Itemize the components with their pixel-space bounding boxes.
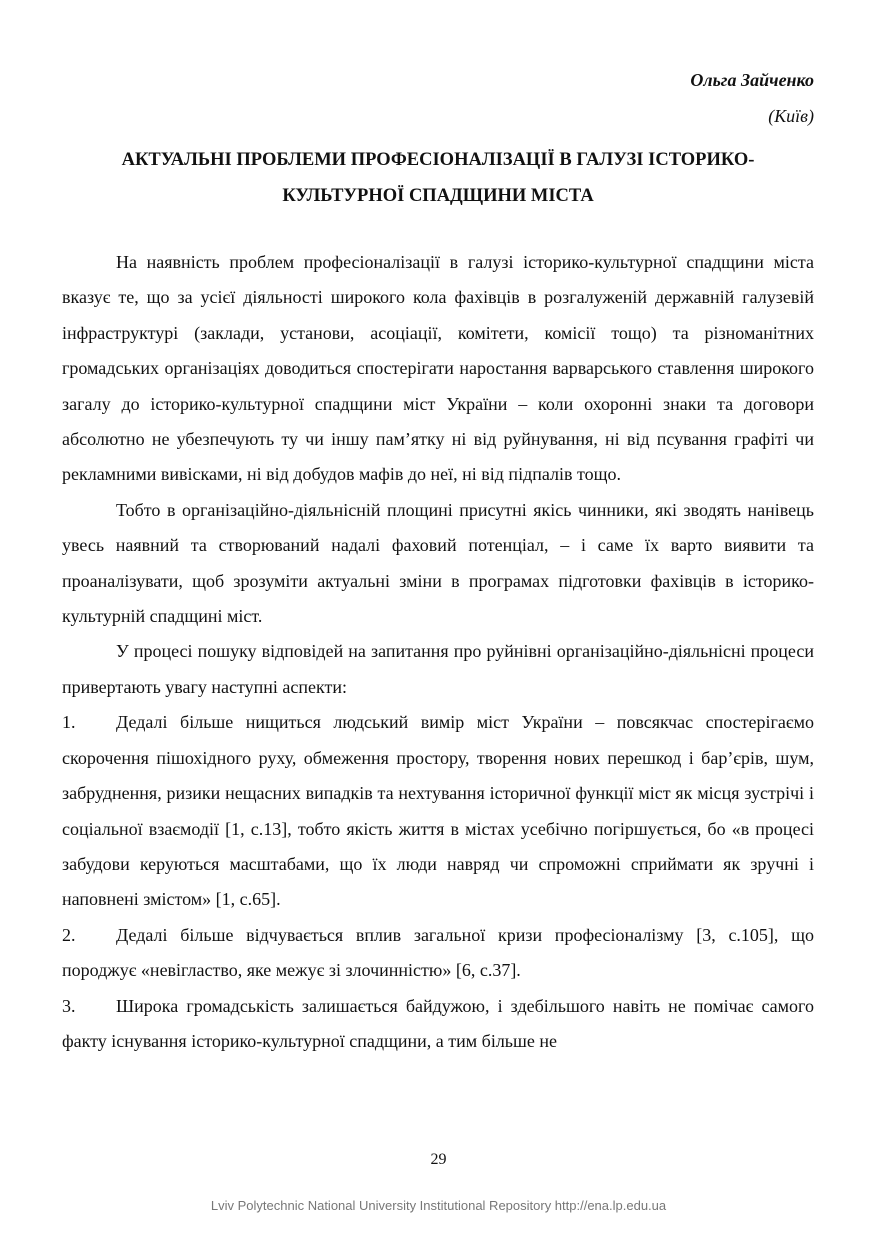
list-item-1 [62,705,814,917]
repository-footer: Lviv Polytechnic National University Institutional Repository http://ena.lp.edu.ua [210,1198,667,1213]
article-body [62,245,814,1059]
paragraph-2: Тобто в організаційно-діяльнісній площині присутні якісь чинники, які зводять нанівець увесь наявний та створюваний надалі фаховий потенціал, – і саме їх варто виявити та проаналізувати, щоб зрозуміти актуальні зміни в програмах підготовки фахівців в історико-культурній спадщині міст. [62,499,814,627]
paragraph-3: У процесі пошуку відповідей на запитання про руйнівні організаційно-діяльнісні процеси привертають увагу наступні аспекти: [62,641,814,697]
author-city: (Київ) [768,106,814,126]
paragraph-1: На наявність проблем професіоналізації в галузі історико-культурної спадщини міста вказує те, що за усієї діяльності широкого кола фахівців в розгалуженій державній галузевій інфраструктурі (заклади, установи, асоціації, комітети, комісії тощо) та різноманітних громадських організаціях доводиться спостерігати наростання варварського ставлення широкого загалу до історико-культурної спадщини міст України – коли охоронні знаки та договори абсолютно не убезпечують ту чи іншу пам’ятку ні від руйнування, ні від псування графіті чи рекламними вивісками, ні від добудов мафів до неї, ні від підпалів тощо. [62,252,814,485]
list-item-2 [62,918,814,989]
list-item-3-text: Широка громадськість залишається байдужою, і здебільшого навіть не помічає самого факту існування історико-культурної спадщини, а тим більше не [62,995,814,1051]
list-item-2-text: Дедалі більше відчувається вплив загальної кризи професіоналізму [3, с.105], що породжує «невігластво, яке межує зі злочинністю» [6, с.37]. [62,924,814,981]
list-item-3 [62,989,814,1060]
author-name: Ольга Зайченко [690,70,814,90]
list-item-1-number: 1. [62,712,76,733]
list-item-1-text: Дедалі більше нищиться людський вимір міст України – повсякчас спостерігаємо скорочення пішохідного руху, обмеження простору, творення нових перешкод і бар’єрів, шум, забруднення, ризики нещасних випадків та нехтування історичної функції міст як місця зустрічі і соціальної взаємодії [1, с.13], тобто якість життя в містах усебічно погіршується, бо «в процесі забудови керуються масштабами, що їх люди навряд чи спроможні сприймати як зручні і наповнені змістом» [1, с.65]. [62,712,814,910]
article-title: АКТУАЛЬНІ ПРОБЛЕМИ ПРОФЕСІОНАЛІЗАЦІЇ В ГАЛУЗІ ІСТОРИКО-КУЛЬТУРНОЇ СПАДЩИНИ МІСТА [121,150,755,206]
list-item-3-number: 3. [62,995,76,1016]
page-number: 29 [430,1151,447,1168]
list-item-2-number: 2. [62,924,76,945]
